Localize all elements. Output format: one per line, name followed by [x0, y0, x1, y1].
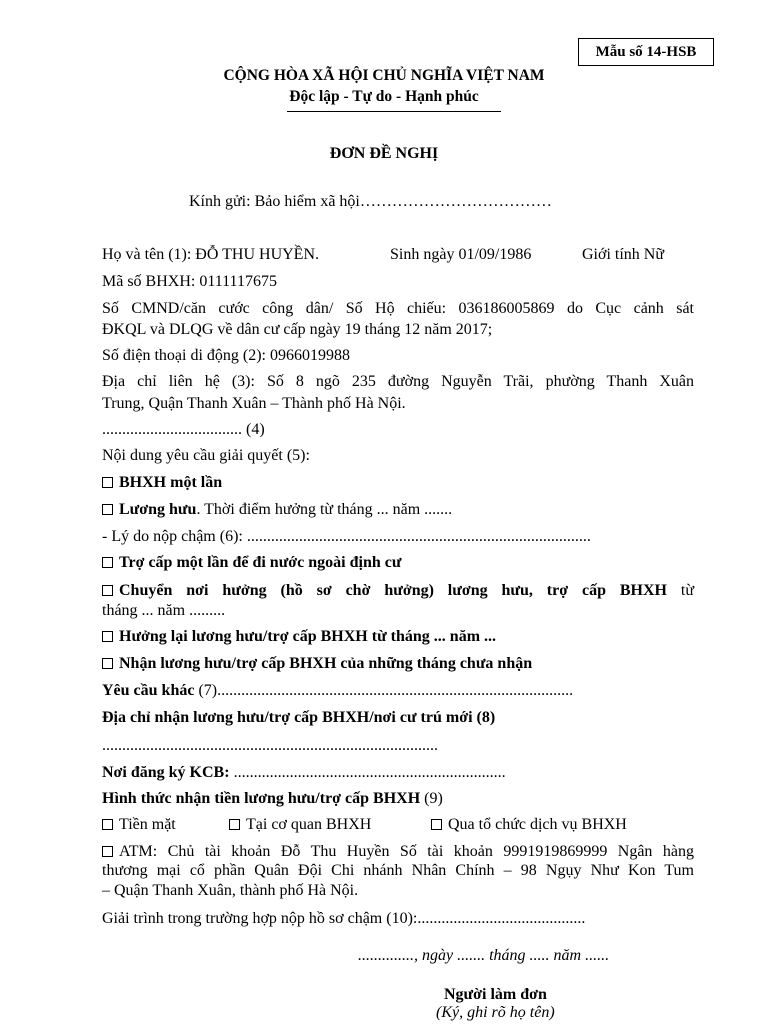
checkbox-at-agency[interactable]	[229, 819, 240, 830]
address-line-2: Trung, Quận Thanh Xuân – Thành phố Hà Nội.	[102, 395, 406, 412]
id-card-line-2: ĐKQL và DLQG về dân cư cấp ngày 19 tháng 12 năm 2017;	[102, 321, 493, 338]
option-at-agency-label: Tại cơ quan BHXH	[246, 816, 372, 833]
kcb-registration	[102, 764, 506, 782]
option-pension-detail: . Thời điểm hưởng từ tháng ... năm .......	[196, 501, 453, 518]
id-card-line-1: Số CMND/căn cước công dân/ Số Hộ chiếu: 036186005869 do Cục cảnh sát	[102, 300, 694, 317]
document-title: ĐƠN ĐỀ NGHỊ	[329, 145, 439, 162]
motto-underline	[287, 111, 501, 112]
option-abroad	[102, 554, 401, 572]
option-transfer-tail: từ	[680, 582, 694, 599]
checkbox-abroad[interactable]	[102, 557, 113, 568]
bhxh-number: Mã số BHXH: 0111117675	[102, 273, 277, 290]
late-explanation: Giải trình trong trường hợp nộp hồ sơ chậm (10):..........................................	[102, 910, 586, 927]
checkbox-unreceived[interactable]	[102, 658, 113, 669]
option-lump-sum	[102, 474, 222, 492]
option-transfer-label: Chuyển nơi hưởng (hồ sơ chờ hưởng) lương hưu, trợ cấp BHXH	[119, 582, 667, 599]
signer-title: Người làm đơn	[444, 986, 547, 1003]
option-via-service	[431, 816, 627, 834]
nation-heading: CỘNG HÒA XÃ HỘI CHỦ NGHĨA VIỆT NAM	[223, 67, 545, 84]
full-name: Họ và tên (1): ĐỖ THU HUYỀN.	[102, 246, 319, 263]
phone-number: Số điện thoại di động (2): 0966019988	[102, 347, 350, 364]
kcb-label: Nơi đăng ký KCB:	[102, 764, 230, 781]
checkbox-pension[interactable]	[102, 504, 113, 515]
atm-line-1	[102, 843, 694, 861]
other-request	[102, 682, 573, 700]
payment-method-heading	[102, 790, 443, 808]
option-via-service-label: Qua tổ chức dịch vụ BHXH	[448, 816, 627, 833]
new-address-label: Địa chỉ nhận lương hưu/trợ cấp BHXH/nơi cư trú mới (8)	[102, 709, 496, 726]
new-address-dots: ....................................................................................	[102, 737, 438, 754]
other-request-dots: (7).........................................................................................	[194, 682, 574, 699]
payment-method-label: Hình thức nhận tiền lương hưu/trợ cấp BHXH	[102, 790, 421, 807]
checkbox-resume[interactable]	[102, 631, 113, 642]
signature-date-line: .............., ngày ....... tháng ..... năm ......	[358, 947, 610, 964]
option-lump-sum-label: BHXH một lần	[119, 474, 223, 491]
option-transfer-line-2: tháng ... năm .........	[102, 602, 226, 619]
other-request-label: Yêu cầu khác	[102, 682, 195, 699]
option-unreceived-label: Nhận lương hưu/trợ cấp BHXH của những tháng chưa nhận	[119, 655, 533, 672]
option-cash	[102, 816, 176, 834]
checkbox-lump-sum[interactable]	[102, 477, 113, 488]
gender: Giới tính Nữ	[582, 246, 665, 263]
request-intro: Nội dung yêu cầu giải quyết (5):	[102, 447, 310, 464]
atm-line-2: thương mại cổ phần Quân Đội Chi nhánh Nhân Chính – 98 Ngụy Như Kon Tum	[102, 862, 694, 879]
option-resume	[102, 628, 496, 646]
field-4: ................................... (4)	[102, 421, 265, 438]
option-abroad-label: Trợ cấp một lần để đi nước ngoài định cư	[119, 554, 402, 571]
recipient-line: Kính gửi: Bảo hiểm xã hội………………………………	[189, 193, 552, 210]
option-pension-label: Lương hưu	[119, 501, 197, 518]
form-code-box: Mẫu số 14-HSB	[578, 38, 714, 66]
checkbox-cash[interactable]	[102, 819, 113, 830]
checkbox-via-service[interactable]	[431, 819, 442, 830]
atm-line-3: – Quận Thanh Xuân, thành phố Hà Nội.	[102, 882, 359, 899]
option-at-agency	[229, 816, 371, 834]
address-line-1: Địa chỉ liên hệ (3): Số 8 ngõ 235 đường Nguyễn Trãi, phường Thanh Xuân	[102, 373, 694, 390]
option-cash-label: Tiền mặt	[119, 816, 176, 833]
option-transfer-line-1	[102, 582, 694, 600]
kcb-dots: ....................................................................	[229, 764, 506, 781]
checkbox-transfer[interactable]	[102, 585, 113, 596]
checkbox-atm[interactable]	[102, 846, 113, 857]
option-unreceived	[102, 655, 532, 673]
signature-note: (Ký, ghi rõ họ tên)	[436, 1004, 555, 1021]
late-reason: - Lý do nộp chậm (6): ......................................................................................	[102, 528, 591, 545]
option-pension	[102, 501, 452, 519]
payment-method-number: (9)	[420, 790, 443, 807]
option-resume-label: Hưởng lại lương hưu/trợ cấp BHXH từ tháng ... năm ...	[119, 628, 497, 645]
motto-heading: Độc lập - Tự do - Hạnh phúc	[289, 88, 479, 105]
atm-line-1-text: ATM: Chủ tài khoản Đỗ Thu Huyền Số tài khoản 9991919869999 Ngân hàng	[119, 843, 694, 860]
date-of-birth: Sinh ngày 01/09/1986	[390, 246, 532, 263]
